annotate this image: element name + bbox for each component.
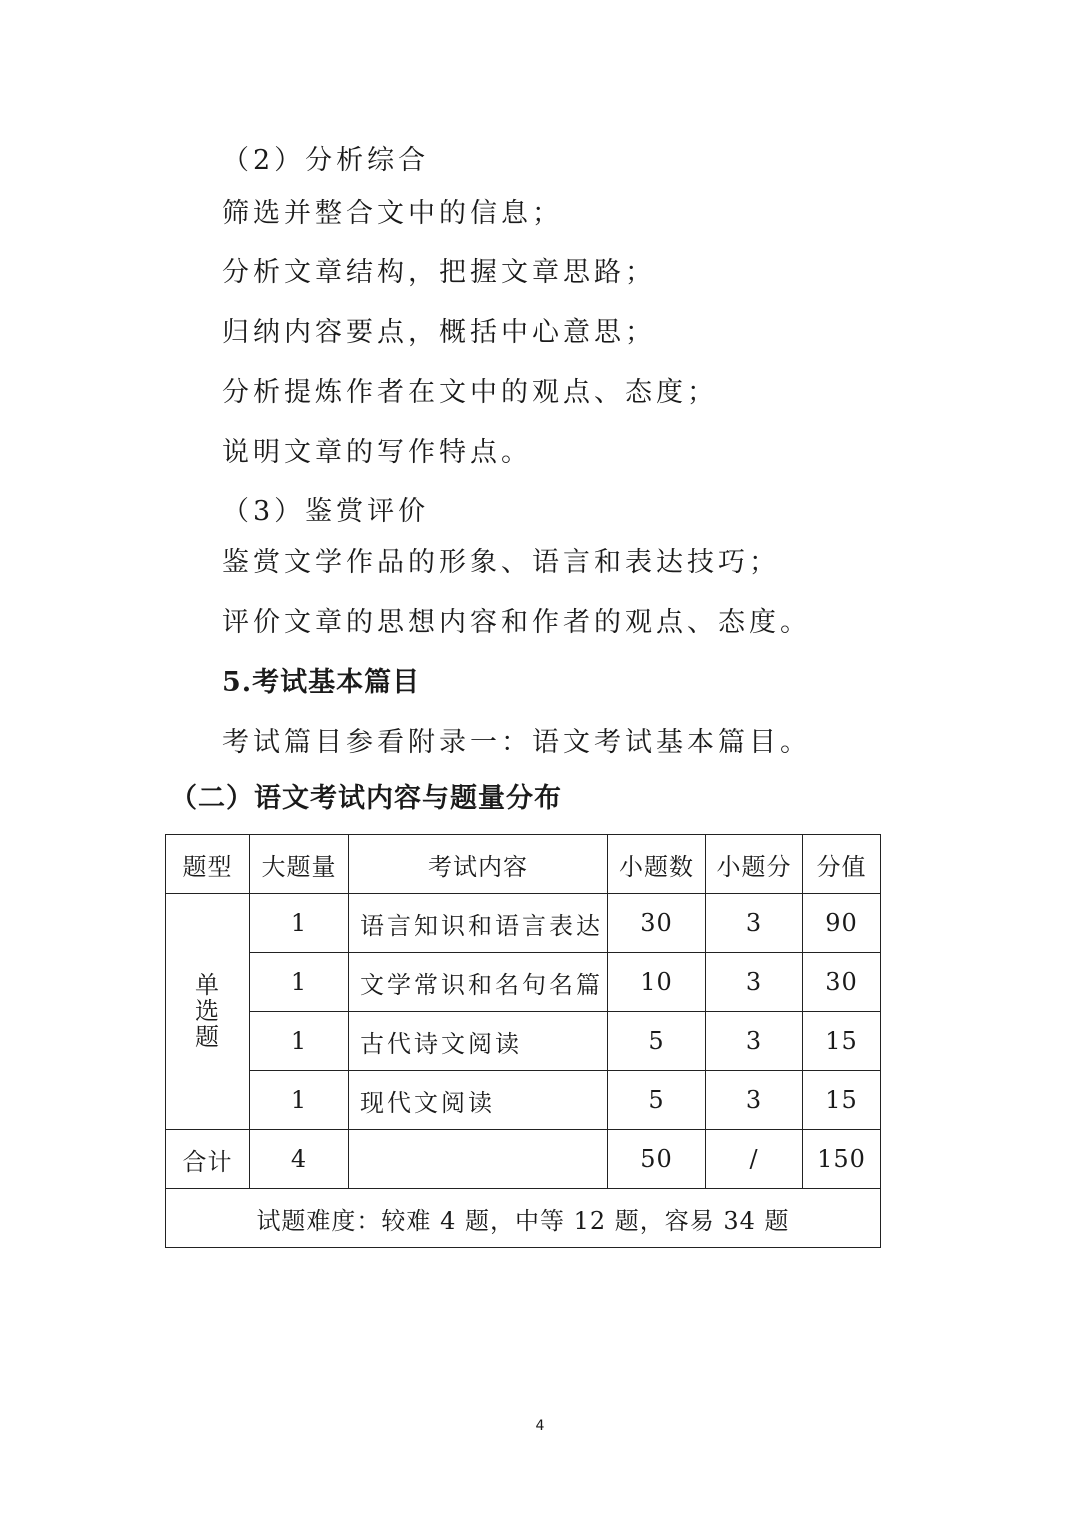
table-row	[166, 953, 881, 1012]
text-line: 归纳内容要点，概括中心意思；	[222, 317, 656, 348]
table-note-row	[166, 1189, 881, 1248]
table-cell: 5	[608, 1071, 706, 1130]
table-total-row	[166, 1130, 881, 1189]
difficulty-note: 试题难度：较难 4 题，中等 12 题，容易 34 题	[166, 1189, 881, 1248]
table-cell: /	[706, 1130, 803, 1189]
table-cell: 10	[608, 953, 706, 1012]
table-cell: 语言知识和语言表达	[349, 894, 608, 953]
header-cell: 考试内容	[349, 835, 608, 894]
table-cell: 5	[608, 1012, 706, 1071]
header-cell: 小题数	[608, 835, 706, 894]
table-cell: 合计	[166, 1130, 250, 1189]
table-row	[166, 894, 881, 953]
table-cell: 50	[608, 1130, 706, 1189]
heading-exam-texts: 5.考试基本篇目	[222, 667, 421, 698]
table-cell: 15	[803, 1071, 881, 1130]
section-title: （二）语文考试内容与题量分布	[170, 783, 562, 814]
table-cell: 1	[250, 953, 349, 1012]
table-cell: 文学常识和名句名篇	[349, 953, 608, 1012]
text-line: 考试篇目参看附录一：语文考试基本篇目。	[222, 727, 811, 758]
table-cell: 150	[803, 1130, 881, 1189]
table-cell: 现代文阅读	[349, 1071, 608, 1130]
table-cell	[349, 1130, 608, 1189]
subheading-appreciation: （3）鉴赏评价	[222, 496, 430, 527]
text-line: 分析提炼作者在文中的观点、态度；	[222, 377, 718, 408]
text-line: 评价文章的思想内容和作者的观点、态度。	[222, 607, 811, 638]
table-cell: 30	[608, 894, 706, 953]
table-cell: 15	[803, 1012, 881, 1071]
table-cell: 1	[250, 1071, 349, 1130]
table-cell: 90	[803, 894, 881, 953]
table-row	[166, 1012, 881, 1071]
header-cell: 分值	[803, 835, 881, 894]
text-line: 说明文章的写作特点。	[222, 437, 532, 468]
table-cell: 3	[706, 953, 803, 1012]
group-label-cell	[166, 894, 250, 1130]
header-cell: 题型	[166, 835, 250, 894]
table-cell: 30	[803, 953, 881, 1012]
table-cell: 3	[706, 894, 803, 953]
header-cell: 大题量	[250, 835, 349, 894]
distribution-table	[165, 834, 881, 1248]
table-cell: 1	[250, 894, 349, 953]
table-cell: 3	[706, 1012, 803, 1071]
text-line: 筛选并整合文中的信息；	[222, 198, 563, 229]
header-cell: 小题分	[706, 835, 803, 894]
group-label: 单选题	[195, 971, 220, 1051]
subheading-analysis: （2）分析综合	[222, 145, 430, 176]
table-cell: 3	[706, 1071, 803, 1130]
table-cell: 1	[250, 1012, 349, 1071]
page-number: 4	[535, 1418, 545, 1434]
table-header-row	[166, 835, 881, 894]
text-line: 鉴赏文学作品的形象、语言和表达技巧；	[222, 547, 780, 578]
table-cell: 4	[250, 1130, 349, 1189]
table-cell: 古代诗文阅读	[349, 1012, 608, 1071]
text-line: 分析文章结构，把握文章思路；	[222, 257, 656, 288]
table-row	[166, 1071, 881, 1130]
